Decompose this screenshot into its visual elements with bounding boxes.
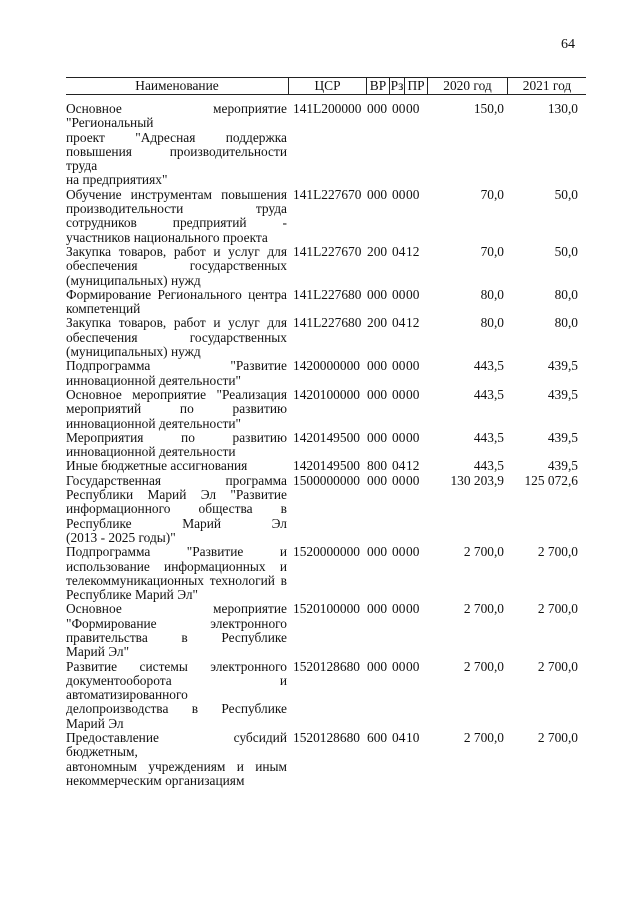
row-name — [66, 245, 289, 288]
header-2020: 2020 год — [428, 78, 508, 94]
row-name-line: Иные бюджетные ассигнования — [66, 458, 248, 474]
table-row — [66, 359, 586, 388]
row-pr: 00 — [406, 601, 420, 617]
row-name-line: Подпрограмма "Развитие — [66, 358, 287, 374]
header-rz: Рз — [390, 78, 404, 93]
row-rz: 00 — [392, 358, 406, 374]
row-name-line: обеспечения государственных — [66, 329, 287, 345]
row-vr: 000 — [367, 386, 388, 402]
row-csr: 1520100000 — [293, 601, 360, 617]
row-name-line: Закупка товаров, работ и услуг для — [66, 315, 287, 331]
row-name-line: делопроизводства в Республике — [66, 701, 287, 717]
table-row — [66, 288, 586, 317]
row-csr: 1420149500 — [293, 429, 360, 445]
row-rz: 00 — [392, 658, 406, 674]
row-name — [66, 431, 289, 460]
row-2021: 439,5 — [547, 429, 578, 445]
row-csr: 1420149500 — [293, 458, 360, 474]
row-2020: 70,0 — [480, 186, 504, 202]
budget-table — [66, 77, 586, 788]
row-csr: 1520128680 — [293, 730, 360, 746]
row-name-line: Республике Марий Эл — [66, 515, 287, 531]
row-name-line: инновационной деятельности — [66, 444, 236, 460]
row-name-line: обеспечения государственных — [66, 258, 287, 274]
row-pr: 00 — [406, 658, 420, 674]
row-rz: 00 — [392, 101, 406, 116]
row-pr: 12 — [406, 243, 420, 259]
row-name — [66, 459, 289, 473]
row-csr: 1520000000 — [293, 544, 360, 560]
row-pr: 00 — [406, 429, 420, 445]
row-name-line: Республики Марий Эл "Развитие — [66, 487, 287, 503]
row-2020: 70,0 — [480, 243, 504, 259]
row-name — [66, 359, 289, 388]
row-csr: 1520128680 — [293, 658, 360, 674]
table-row — [66, 602, 586, 659]
row-name-line: Развитие системы электронного — [66, 658, 287, 674]
row-name-line: использование информационных и — [66, 558, 287, 574]
row-2020: 443,5 — [473, 458, 504, 474]
row-pr: 00 — [406, 358, 420, 374]
row-2020: 2 700,0 — [463, 658, 504, 674]
row-rz: 00 — [392, 386, 406, 402]
row-name-line: проект "Адресная поддержка — [66, 129, 287, 145]
row-2020: 443,5 — [473, 429, 504, 445]
row-vr: 000 — [367, 601, 388, 617]
row-pr: 12 — [406, 315, 420, 331]
row-name-line: автономным учреждениям и иным — [66, 758, 287, 774]
row-name — [66, 188, 289, 245]
row-vr: 000 — [367, 286, 388, 302]
table-row — [66, 474, 586, 545]
row-2020: 2 700,0 — [463, 601, 504, 617]
row-name-line: информационного общества в — [66, 501, 287, 517]
row-name-line: некоммерческим организациям — [66, 772, 245, 788]
table-row — [66, 731, 586, 788]
row-rz: 04 — [392, 730, 406, 746]
row-name-line: сотрудников предприятий - — [66, 215, 287, 231]
row-rz: 04 — [392, 315, 406, 331]
row-csr: 1420100000 — [293, 386, 360, 402]
row-2020: 150,0 — [473, 101, 504, 116]
row-name-line: Обучение инструментам повышения — [66, 186, 287, 202]
row-rz: 00 — [392, 286, 406, 302]
table-row — [66, 245, 586, 288]
row-2021: 80,0 — [554, 286, 578, 302]
row-2021: 50,0 — [554, 186, 578, 202]
row-pr: 00 — [406, 386, 420, 402]
row-vr: 000 — [367, 358, 388, 374]
row-name-line: инновационной деятельности" — [66, 415, 241, 431]
row-rz: 04 — [392, 458, 406, 474]
table-row — [66, 459, 586, 473]
table-row — [66, 431, 586, 460]
row-2020: 2 700,0 — [463, 730, 504, 746]
row-pr: 00 — [406, 286, 420, 302]
row-rz: 04 — [392, 243, 406, 259]
header-name: Наименование — [66, 78, 289, 94]
table-body — [66, 102, 586, 788]
row-2020: 2 700,0 — [463, 544, 504, 560]
row-2020: 130 203,9 — [450, 472, 504, 488]
row-name-line: (2013 - 2025 годы)" — [66, 529, 176, 545]
row-name — [66, 474, 289, 545]
row-2021: 439,5 — [547, 358, 578, 374]
row-name-line: на предприятиях" — [66, 172, 168, 188]
row-csr: 1420000000 — [293, 358, 360, 374]
row-name-line: Закупка товаров, работ и услуг для — [66, 243, 287, 259]
row-2021: 439,5 — [547, 458, 578, 474]
row-name-line: инновационной деятельности" — [66, 372, 241, 388]
row-name-line: автоматизированного — [66, 687, 188, 703]
header-2021: 2021 год — [522, 78, 572, 93]
row-name-line: Государственная программа — [66, 472, 287, 488]
row-pr: 12 — [406, 458, 420, 474]
row-name — [66, 102, 289, 188]
row-vr: 200 — [367, 243, 388, 259]
row-name-line: мероприятий по развитию — [66, 401, 287, 417]
row-2021: 2 700,0 — [537, 544, 578, 560]
row-vr: 000 — [367, 472, 388, 488]
row-csr: 1500000000 — [293, 472, 360, 488]
row-name — [66, 316, 289, 359]
row-name-line: телекоммуникационных технологий в — [66, 572, 287, 588]
row-pr: 00 — [406, 544, 420, 560]
row-2021: 50,0 — [554, 243, 578, 259]
table-row — [66, 388, 586, 431]
row-2021: 80,0 — [554, 315, 578, 331]
row-vr: 000 — [367, 658, 388, 674]
row-vr: 000 — [367, 186, 388, 202]
row-vr: 200 — [367, 315, 388, 331]
row-name-line: правительства в Республике — [66, 629, 287, 645]
row-name-line: Основное мероприятие "Региональный — [66, 101, 287, 131]
row-csr: 141L200000 — [293, 101, 362, 116]
row-2021: 125 072,6 — [524, 472, 578, 488]
row-csr: 141L227670 — [293, 243, 362, 259]
row-vr: 000 — [367, 101, 388, 116]
row-2021: 130,0 — [547, 101, 578, 116]
row-csr: 141L227680 — [293, 315, 362, 331]
row-name-line: компетенций — [66, 301, 141, 317]
row-2020: 443,5 — [473, 386, 504, 402]
header-vr: ВР — [367, 78, 390, 94]
row-vr: 800 — [367, 458, 388, 474]
table-row — [66, 316, 586, 359]
row-name-line: Марий Эл — [66, 715, 124, 731]
row-name-line: Марий Эл" — [66, 644, 130, 660]
row-name-line: документооборота и — [66, 672, 287, 688]
row-csr: 141L227670 — [293, 186, 362, 202]
row-name-line: "Формирование электронного — [66, 615, 287, 631]
row-name-line: Республике Марий Эл" — [66, 587, 199, 603]
row-name — [66, 288, 289, 317]
row-name-line: участников национального проекта — [66, 229, 268, 245]
row-name-line: Формирование Регионального центра — [66, 286, 287, 302]
table-row — [66, 660, 586, 731]
row-2020: 443,5 — [473, 358, 504, 374]
row-name-line: (муниципальных) нужд — [66, 272, 201, 288]
row-name-line: Основное мероприятие — [66, 601, 287, 617]
row-rz: 00 — [392, 601, 406, 617]
page-number: 64 — [561, 37, 575, 52]
table-row — [66, 102, 586, 188]
header-pr: ПР — [405, 78, 428, 94]
row-pr: 00 — [406, 472, 420, 488]
table-row — [66, 188, 586, 245]
row-2021: 439,5 — [547, 386, 578, 402]
row-2021: 2 700,0 — [537, 658, 578, 674]
row-name — [66, 602, 289, 659]
row-name-line: производительности труда — [66, 201, 287, 217]
row-name-line: повышения производительности труда — [66, 143, 287, 174]
row-rz: 00 — [392, 472, 406, 488]
row-name — [66, 731, 289, 788]
row-name-line: Предоставление субсидий бюджетным, — [66, 730, 287, 760]
row-pr: 00 — [406, 101, 420, 116]
row-2021: 2 700,0 — [537, 601, 578, 617]
row-name — [66, 388, 289, 431]
row-name-line: Подпрограмма "Развитие и — [66, 544, 287, 560]
row-vr: 000 — [367, 429, 388, 445]
row-csr: 141L227680 — [293, 286, 362, 302]
row-name-line: Основное мероприятие "Реализация — [66, 386, 287, 402]
row-pr: 00 — [406, 186, 420, 202]
table-header — [66, 77, 586, 95]
table-row — [66, 545, 586, 602]
row-name-line: (муниципальных) нужд — [66, 344, 201, 360]
row-vr: 000 — [367, 544, 388, 560]
row-2021: 2 700,0 — [537, 730, 578, 746]
row-2020: 80,0 — [480, 286, 504, 302]
row-rz: 00 — [392, 429, 406, 445]
row-pr: 10 — [406, 730, 420, 746]
row-name — [66, 545, 289, 602]
row-2020: 80,0 — [480, 315, 504, 331]
header-csr: ЦСР — [289, 78, 367, 94]
row-rz: 00 — [392, 544, 406, 560]
row-name-line: Мероприятия по развитию — [66, 429, 287, 445]
row-vr: 600 — [367, 730, 388, 746]
row-name — [66, 660, 289, 731]
row-rz: 00 — [392, 186, 406, 202]
